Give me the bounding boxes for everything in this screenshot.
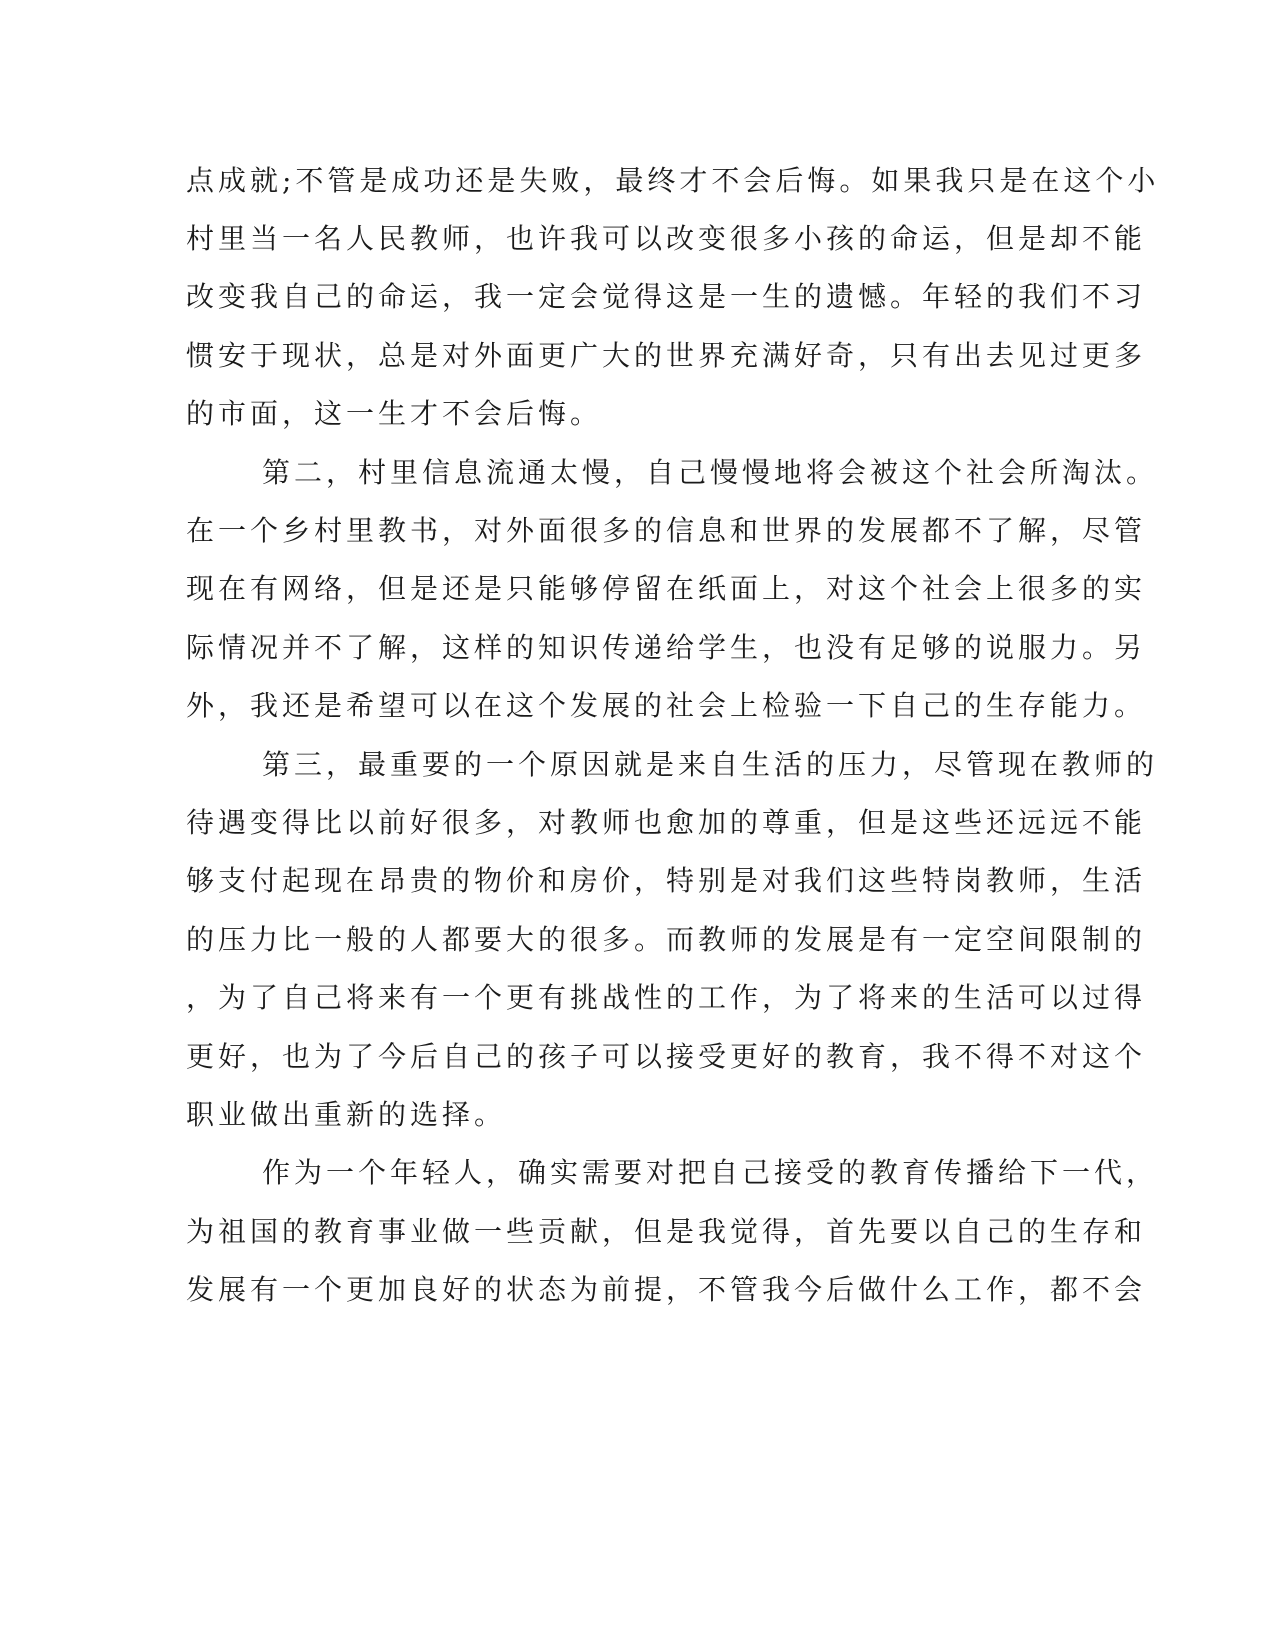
text-line: 在一个乡村里教书，对外面很多的信息和世界的发展都不了解，尽管 xyxy=(186,514,1147,547)
text-line: 够支付起现在昂贵的物价和房价，特别是对我们这些特岗教师，生活 xyxy=(186,864,1147,897)
text-line: 的市面，这一生才不会后悔。 xyxy=(186,397,603,430)
text-line: 更好，也为了今后自己的孩子可以接受更好的教育，我不得不对这个 xyxy=(186,1040,1147,1073)
text-line: 发展有一个更加良好的状态为前提，不管我今后做什么工作，都不会 xyxy=(186,1273,1147,1306)
text-line: 待遇变得比以前好很多，对教师也愈加的尊重，但是这些还远远不能 xyxy=(186,806,1147,839)
text-line: 惯安于现状，总是对外面更广大的世界充满好奇，只有出去见过更多 xyxy=(186,339,1147,372)
text-line: 村里当一名人民教师，也许我可以改变很多小孩的命运，但是却不能 xyxy=(186,222,1147,255)
text-line: 点成就;不管是成功还是失败，最终才不会后悔。如果我只是在这个小 xyxy=(186,164,1160,197)
text-line: 职业做出重新的选择。 xyxy=(186,1098,507,1131)
text-line: ，为了自己将来有一个更有挑战性的工作，为了将来的生活可以过得 xyxy=(186,981,1147,1014)
paragraph-first-line: 作为一个年轻人，确实需要对把自己接受的教育传播给下一代， xyxy=(262,1156,1159,1189)
paragraph-first-line: 第二，村里信息流通太慢，自己慢慢地将会被这个社会所淘汰。 xyxy=(262,456,1159,489)
text-line: 外，我还是希望可以在这个发展的社会上检验一下自己的生存能力。 xyxy=(186,689,1147,722)
text-line: 际情况并不了解，这样的知识传递给学生，也没有足够的说服力。另 xyxy=(186,631,1147,664)
text-line: 改变我自己的命运，我一定会觉得这是一生的遗憾。年轻的我们不习 xyxy=(186,280,1147,313)
text-line: 现在有网络，但是还是只能够停留在纸面上，对这个社会上很多的实 xyxy=(186,572,1147,605)
text-line: 的压力比一般的人都要大的很多。而教师的发展是有一定空间限制的 xyxy=(186,923,1147,956)
text-line: 为祖国的教育事业做一些贡献，但是我觉得，首先要以自己的生存和 xyxy=(186,1215,1147,1248)
paragraph-first-line: 第三，最重要的一个原因就是来自生活的压力，尽管现在教师的 xyxy=(262,748,1159,781)
